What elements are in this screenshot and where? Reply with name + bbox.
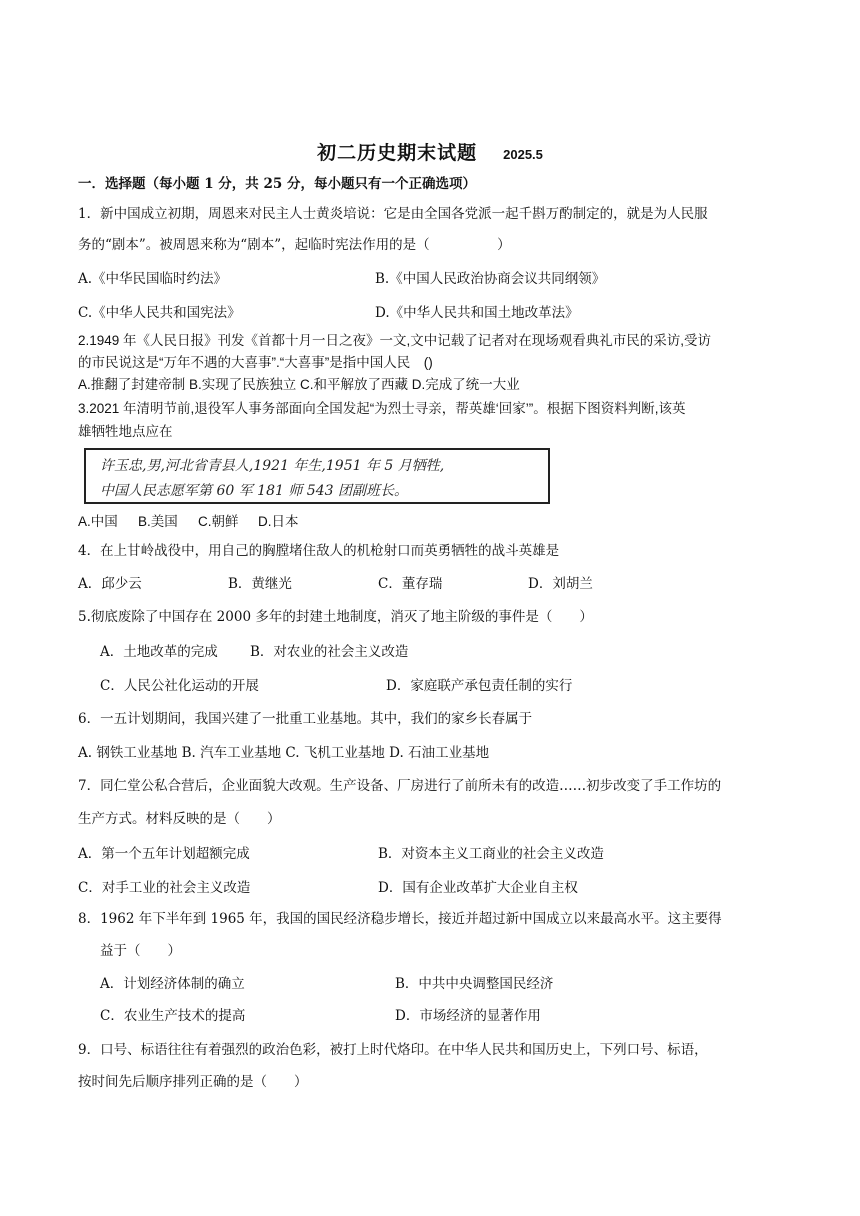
q7-option-c: C．对手工业的社会主义改造: [78, 880, 251, 896]
q5-option-a: A．土地改革的完成: [100, 644, 218, 660]
q7-line2: 生产方式。材料反映的是（ ）: [78, 811, 281, 827]
q1-option-b: B.《中国人民政治协商会议共同纲领》: [375, 271, 606, 287]
q1-line2: 务的“剧本”。被周恩来称为“剧本”，起临时宪法作用的是（ ）: [78, 237, 511, 253]
q1-line1: 1．新中国成立初期，周恩来对民主人士黄炎培说：它是由全国各党派一起千斟万酌制定的，就是为人民服: [78, 206, 708, 222]
q3-option-d: D.日本: [258, 514, 299, 529]
q4-option-b: B．黄继光: [228, 576, 292, 592]
q1-option-d: D.《中华人民共和国土地改革法》: [375, 305, 579, 321]
q2-line2: 的市民说这是“万年不遇的大喜事”.“大喜事”是指中国人民 (): [78, 355, 433, 370]
q8-line1: 8．1962 年下半年到 1965 年，我国的国民经济稳步增长，接近并超过新中国成立以来最高水平。这主要得: [78, 911, 722, 927]
exam-title: 初二历史期末试题: [317, 142, 478, 164]
q7-option-a: A．第一个五年计划超额完成: [78, 846, 250, 862]
q3-option-a: A.中国: [78, 514, 118, 529]
hero-record-line2: 中国人民志愿军第 60 军 181 师 543 团副班长。: [100, 483, 408, 499]
exam-header: [0, 138, 860, 165]
q4-line1: 4．在上甘岭战役中，用自己的胸膛堵住敌人的机枪射口而英勇牺牲的战斗英雄是: [78, 543, 560, 559]
q5-option-c: C．人民公社化运动的开展: [100, 678, 259, 694]
section-heading: 一．选择题（每小题 1 分，共 25 分，每小题只有一个正确选项）: [78, 176, 476, 192]
q3-option-c: C.朝鲜: [198, 514, 239, 529]
exam-date: 2025.5: [503, 147, 543, 162]
q1-option-a: A.《中华民国临时约法》: [78, 271, 228, 287]
q8-line2: 益于（ ）: [100, 943, 181, 959]
q8-option-b: B．中共中央调整国民经济: [395, 976, 554, 992]
q4-option-c: C．董存瑞: [378, 576, 443, 592]
q3-line1: 3.2021 年清明节前,退役军人事务部面向全国发起“为烈士寻亲，帮英雄‘回家’”。根据下图资料判断,该英: [78, 401, 686, 416]
q2-line1: 2.1949 年《人民日报》刊发《首都十月一日之夜》一文,文中记载了记者对在现场观看典礼市民的采访,受访: [78, 333, 712, 348]
q4-option-a: A．邱少云: [78, 576, 142, 592]
q8-option-c: C．农业生产技术的提高: [100, 1008, 246, 1024]
q5-option-d: D．家庭联产承包责任制的实行: [386, 678, 573, 694]
q9-line1: 9．口号、标语往往有着强烈的政治色彩，被打上时代烙印。在中华人民共和国历史上，下列口号、标语，: [78, 1042, 708, 1058]
q4-option-d: D．刘胡兰: [528, 576, 593, 592]
q7-line1: 7．同仁堂公私合营后，企业面貌大改观。生产设备、厂房进行了前所未有的改造……初步改变了手工作坊的: [78, 778, 722, 794]
q2-options: A.推翻了封建帝制 B.实现了民族独立 C.和平解放了西藏 D.完成了统一大业: [78, 377, 520, 392]
hero-record-line1: 许玉忠,男,河北省青县人,1921 年生,1951 年 5 月牺牲,: [100, 458, 445, 474]
q3-line2: 雄牺牲地点应在: [78, 424, 173, 439]
q6-options: A. 钢铁工业基地 B. 汽车工业基地 C. 飞机工业基地 D. 石油工业基地: [78, 745, 490, 761]
q3-option-b: B.美国: [138, 514, 178, 529]
hero-record-box: [84, 448, 550, 504]
q6-line1: 6．一五计划期间，我国兴建了一批重工业基地。其中，我们的家乡长春属于: [78, 711, 533, 727]
q8-option-a: A．计划经济体制的确立: [100, 976, 245, 992]
q7-option-b: B．对资本主义工商业的社会主义改造: [378, 846, 604, 862]
q1-option-c: C.《中华人民共和国宪法》: [78, 305, 241, 321]
q5-option-b: B．对农业的社会主义改造: [250, 644, 409, 660]
q5-line1: 5.彻底废除了中国存在 2000 多年的封建土地制度，消灭了地主阶级的事件是（ ）: [78, 609, 593, 625]
q7-option-d: D．国有企业改革扩大企业自主权: [378, 880, 578, 896]
q9-line2: 按时间先后顺序排列正确的是（ ）: [78, 1074, 308, 1090]
q8-option-d: D．市场经济的显著作用: [395, 1008, 541, 1024]
